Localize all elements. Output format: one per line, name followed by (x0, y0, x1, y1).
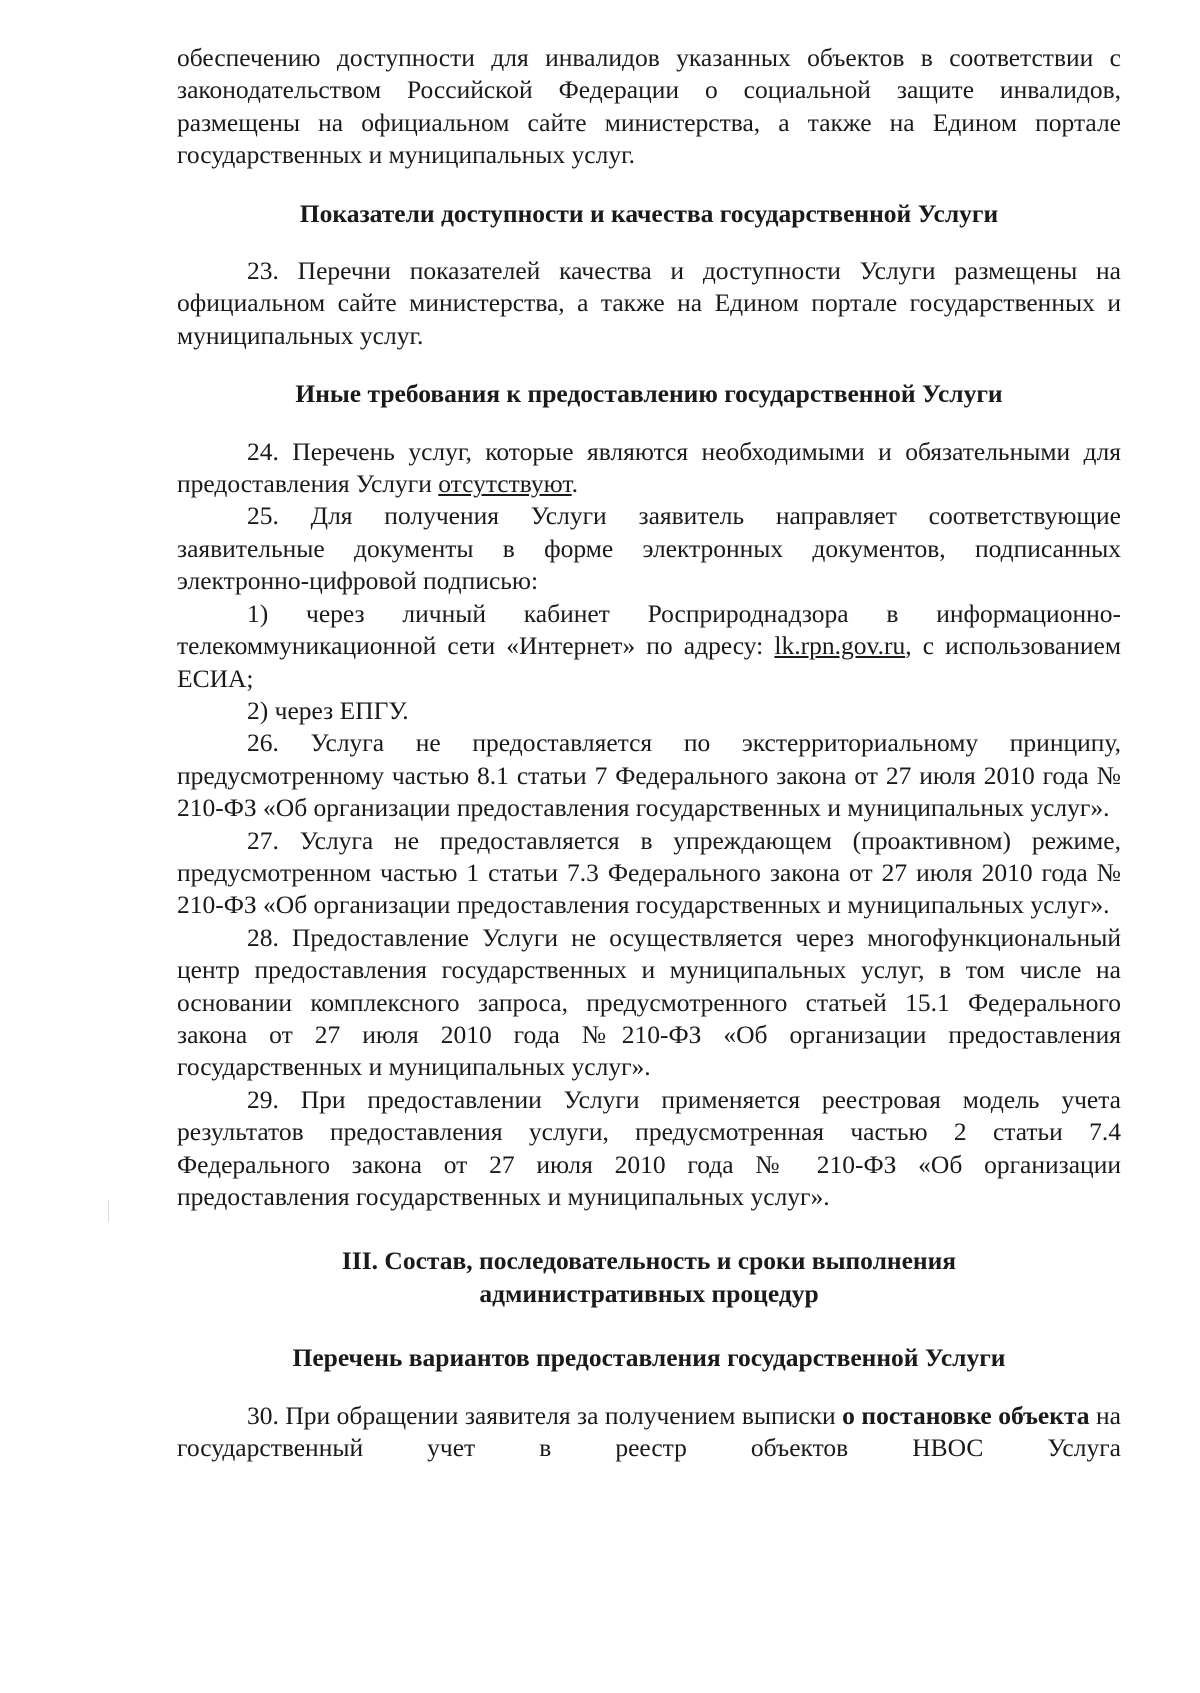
paragraph-25-item-2: 2) через ЕПГУ. (247, 695, 409, 725)
paragraph-25: 25. Для получения Услуги заявитель направляет соответствующие заявительные документы в форме электронных документов, подписанных электронно-цифровой подписью: (177, 501, 1121, 596)
heading-variants: Перечень вариантов предоставления государственной Услуги (292, 1343, 1006, 1373)
paragraph-26: 26. Услуга не предоставляется по экстерриториальному принципу, предусмотренному частью 8.1 статьи 7 Федерального закона от 27 июля 2010 года № 210-ФЗ «Об организации предоставления государственных и муниципальных услуг». (177, 728, 1121, 823)
heading-other-requirements: Иные требования к предоставлению государственной Услуги (295, 379, 1003, 409)
heading-section-iii (177, 1245, 1121, 1310)
paragraph-30-bold-1: о постановке (842, 1400, 992, 1430)
paragraph-25-item-1-end: , с использованием ЕСИА; (177, 631, 1121, 693)
paragraph-28: 28. Предоставление Услуги не осуществляется через многофункциональный центр предоставления государственных и муниципальных услуг, в том числе на основании комплексного запроса, предусмотренного статьей 15.1 Федерального закона от 27 июля 2010 года №210-ФЗ «Об организации предоставления государственных и муниципальных услуг». (177, 922, 1121, 1082)
heading-section-iii-line-2: административных процедур (479, 1278, 819, 1308)
paragraph-24 (177, 436, 1121, 501)
paragraph-24-underlined: отсутствуют (438, 469, 572, 499)
scan-artifact (108, 1200, 109, 1222)
document-body (177, 42, 1121, 1464)
paragraph-30-rest: на государственный учет в реестр объектов НВОС Услуга (177, 1400, 1122, 1463)
paragraph-23: 23. Перечни показателей качества и доступности Услуги размещены на официальном сайте министерства, а также на Едином портале государственных и муниципальных услуг. (177, 256, 1121, 350)
heading-quality-indicators: Показатели доступности и качества государственной Услуги (299, 198, 999, 228)
paragraph-24-text: 24. Перечень услуг, которые являются необходимыми и обязательными для предоставления Услуги (177, 436, 1121, 499)
paragraph-25-item-1-text: 1) через личный кабинет Росприроднадзора в информационно-телекоммуникационной сети «Интернет» по адресу: (177, 598, 1121, 661)
intro-paragraph: обеспечению доступности для инвалидов указанных объектов в соответствии с законодательством Российской Федерации о социальной защите инвалидов, размещены на официальном сайте министерства, а также на Едином портале государственных и муниципальных услуг. (177, 43, 1121, 170)
paragraph-25-item-1 (177, 598, 1121, 695)
paragraph-30-bold-2: объекта (998, 1400, 1090, 1430)
rpn-link[interactable]: lk.rpn.gov.ru (774, 631, 906, 661)
heading-section-iii-line-1: III. Состав, последовательность и сроки выполнения (341, 1246, 957, 1276)
paragraph-27: 27. Услуга не предоставляется в упреждающем (проактивном) режиме, предусмотренном частью 1 статьи 7.3 Федерального закона от 27 июля 2010 года № 210-ФЗ «Об организации предоставления государственных и муниципальных услуг». (177, 825, 1121, 920)
paragraph-30 (177, 1400, 1121, 1465)
paragraph-29: 29. При предоставлении Услуги применяется реестровая модель учета результатов предоставления услуги, предусмотренная частью 2 статьи 7.4 Федерального закона от 27 июля 2010 года № 210-ФЗ «Об организации предоставления государственных и муниципальных услуг». (177, 1084, 1121, 1211)
paragraph-24-end: . (571, 469, 579, 499)
paragraph-30-start: 30. При обращении заявителя за получением выписки (247, 1400, 843, 1430)
